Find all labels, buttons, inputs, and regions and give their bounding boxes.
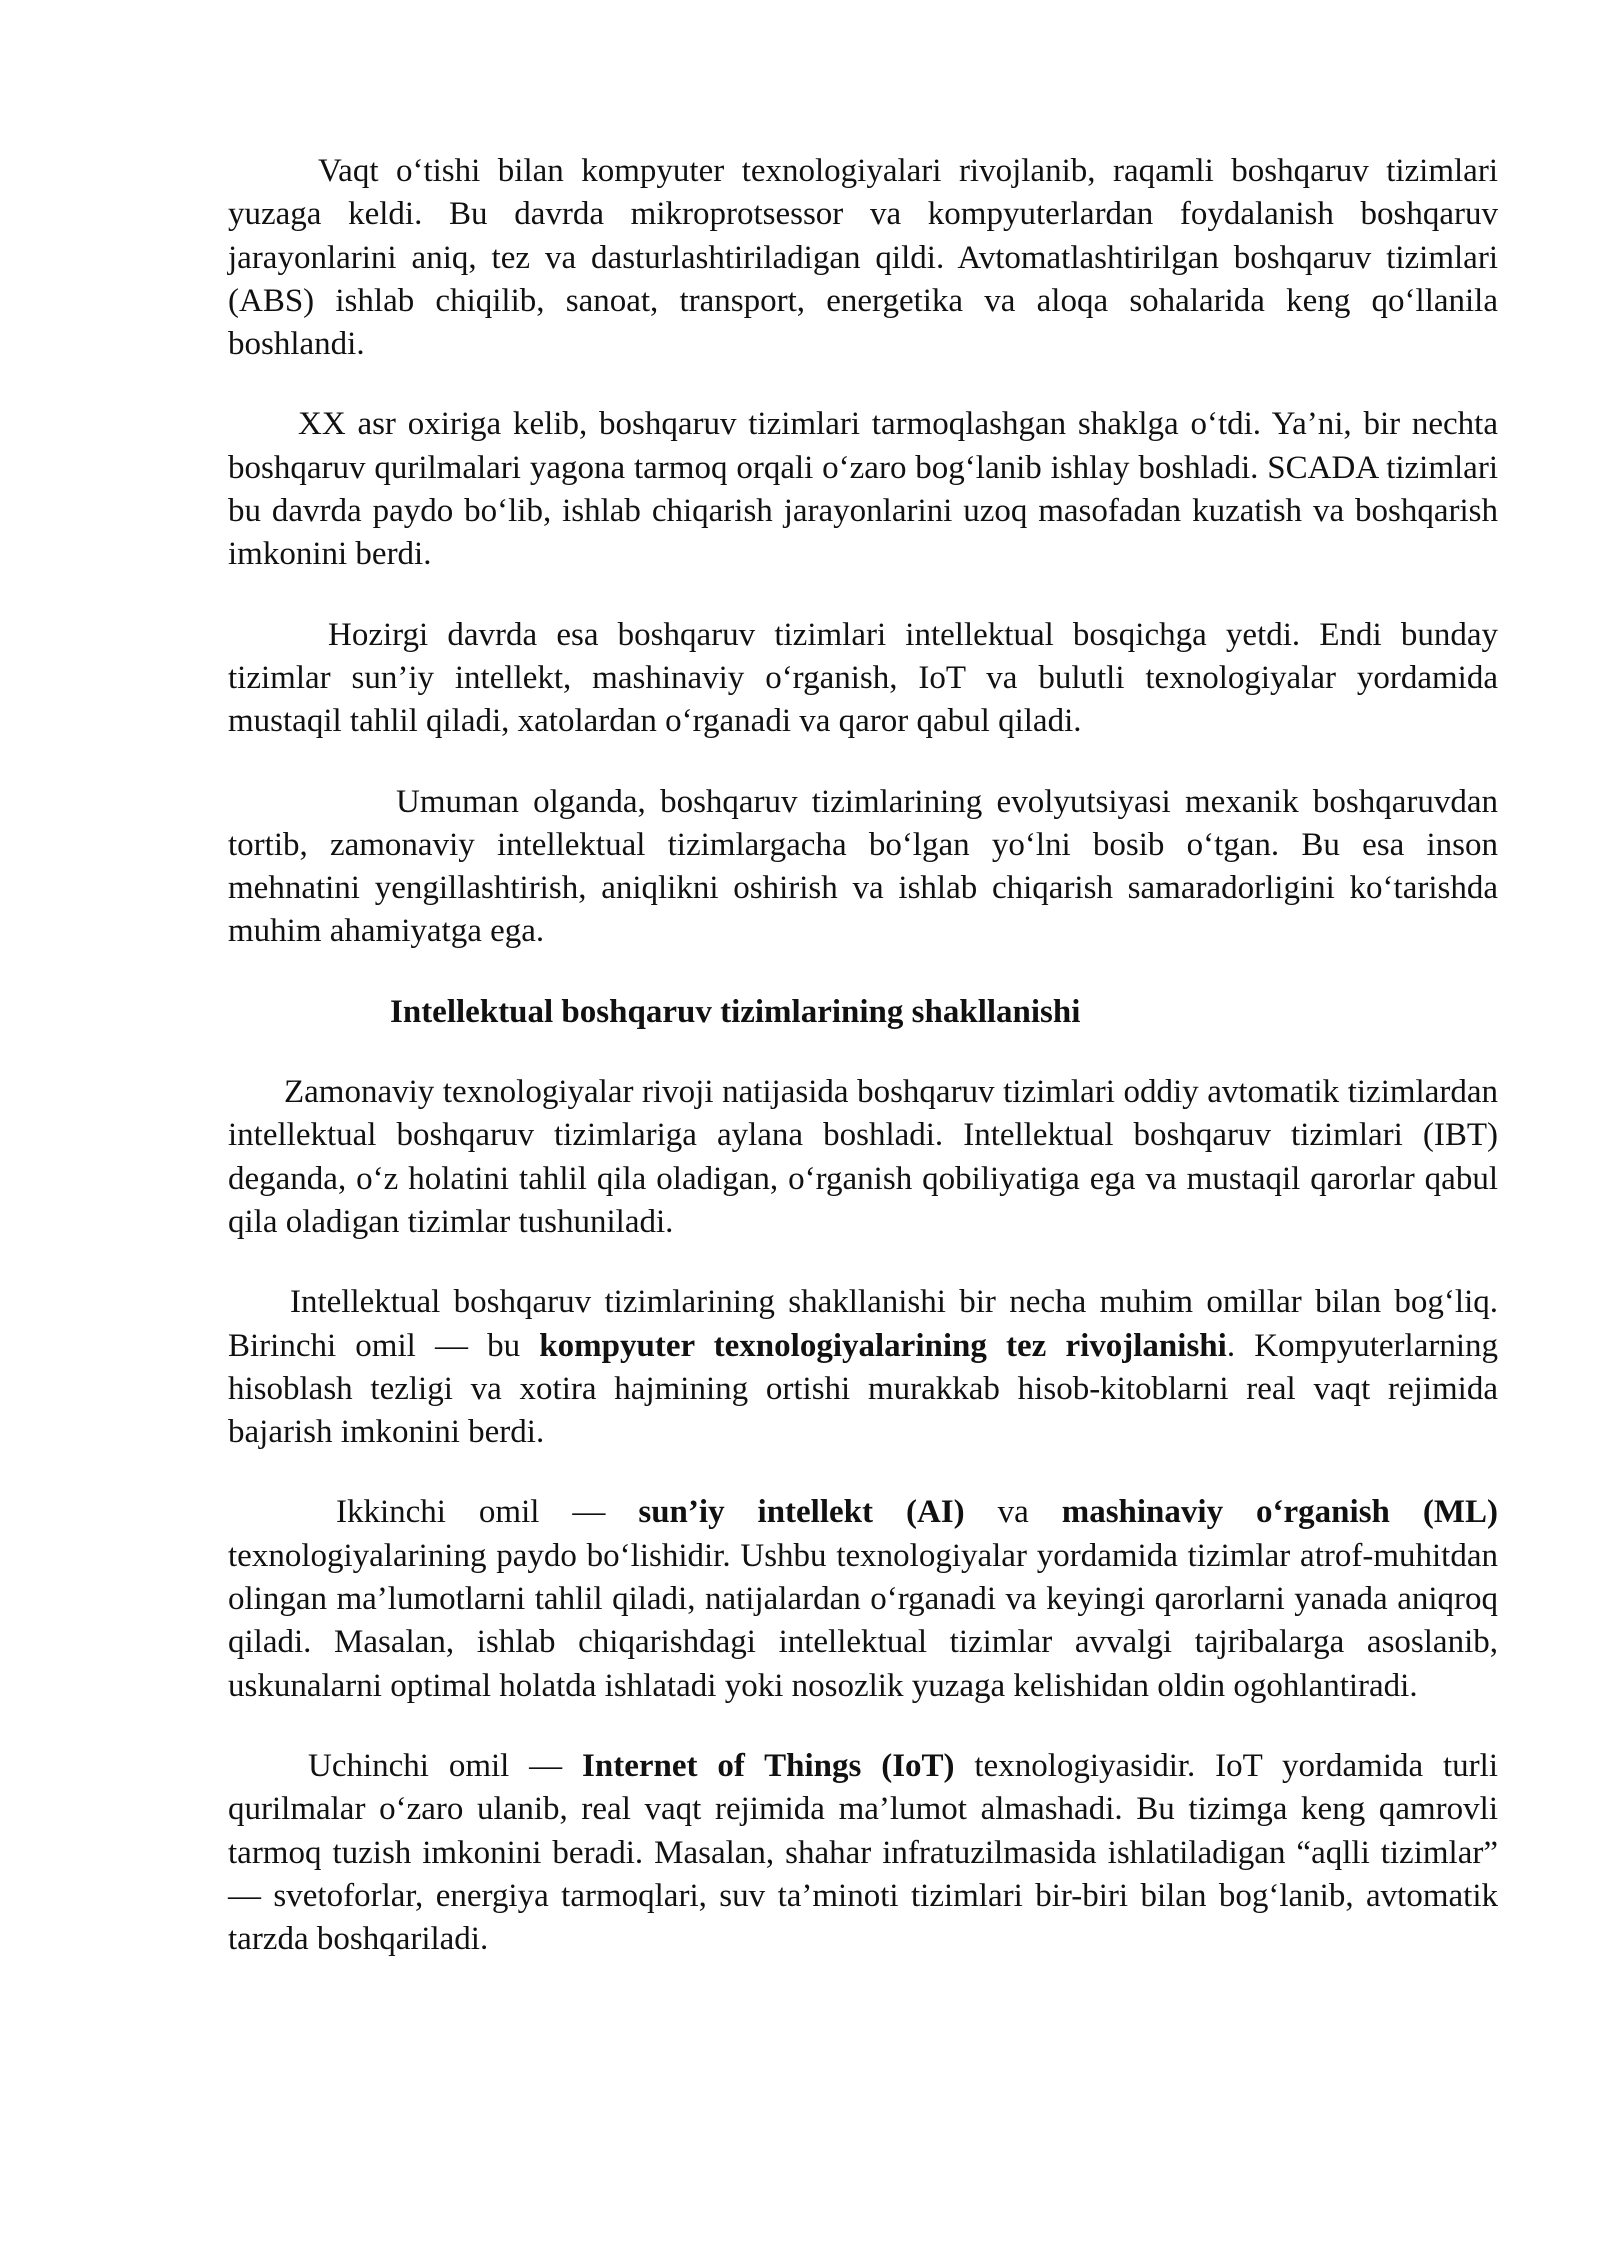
paragraph	[228, 1071, 1498, 1244]
text-run: Hozirgi davrda esa boshqaruv tizimlari intellektual bosqichga yetdi. Endi bunday tizimlar sun’iy intellekt, mashinaviy o‘rganish, IoT va bulutli texnologiyalar yordamida mustaqil tahlil qiladi, xatolardan o‘rganadi va qaror qabul qiladi.	[228, 616, 1498, 740]
document-page	[228, 150, 1498, 1998]
text-run: texnologiyalarining paydo bo‘lishidir. Ushbu texnologiyalar yordamida tizimlar atrof-muhitdan olingan ma’lumotlarni tahlil qiladi, natijalardan o‘rganadi va keyingi qarorlarni yanada aniqroq qiladi. Masalan, ishlab chiqarishdagi intellektual tizimlar avvalgi tajribalarga asoslanib, uskunalarni optimal holatda ishlatadi yoki nosozlik yuzaga kelishidan oldin ogohlantiradi.	[228, 1537, 1498, 1704]
text-run: . Kompyuterlarning hisoblash tezligi va xotira hajmining ortishi murakkab hisob-kitoblarni real vaqt rejimida bajarish imkonini berdi.	[228, 1327, 1498, 1451]
paragraph	[228, 1491, 1498, 1707]
text-run: Ikkinchi omil —	[336, 1494, 639, 1531]
bold-phrase: kompyuter texnologiyalarining tez rivojlanishi	[539, 1327, 1227, 1364]
section-heading: Intellektual boshqaruv tizimlarining shakllanishi	[390, 993, 1081, 1030]
text-run: Vaqt o‘tishi bilan kompyuter texnologiyalari rivojlanib, raqamli boshqaruv tizimlari yuzaga keldi. Bu davrda mikroprotsessor va kompyuterlardan foydalanish boshqaruv jarayonlarini aniq, tez va dasturlashtiriladigan qildi. Avtomatlashtirilgan boshqaruv tizimlari (ABS) ishlab chiqilib, sanoat, transport, energetika va aloqa sohalarida keng qo‘llanila boshlandi.	[228, 153, 1498, 363]
text-run: Umuman olganda, boshqaruv tizimlarining evolyutsiyasi mexanik boshqaruvdan tortib, zamonaviy intellektual tizimlargacha bo‘lgan yo‘lni bosib o‘tgan. Bu esa inson mehnatini yengillashtirish, aniqlikni oshirish va ishlab chiqarish samaradorligini ko‘tarishda muhim ahamiyatga ega.	[228, 783, 1498, 950]
intellectual-section	[228, 1071, 1498, 1961]
intro-section	[228, 150, 1498, 954]
paragraph	[228, 614, 1498, 744]
paragraph	[228, 781, 1498, 954]
paragraph	[228, 1281, 1498, 1454]
bold-phrase: sun’iy intellekt (AI)	[638, 1494, 965, 1531]
text-run: Uchinchi omil —	[308, 1747, 583, 1784]
bold-phrase: Internet of Things (IoT)	[582, 1747, 955, 1784]
text-run: XX asr oxiriga kelib, boshqaruv tizimlari tarmoqlashgan shaklga o‘tdi. Ya’ni, bir nechta boshqaruv qurilmalari yagona tarmoq orqali o‘zaro bog‘lanib ishlay boshladi. SCADA tizimlari bu davrda paydo bo‘lib, ishlab chiqarish jarayonlarini uzoq masofadan kuzatish va boshqarish imkonini berdi.	[228, 406, 1498, 573]
text-run: va	[964, 1494, 1062, 1531]
text-run: Zamonaviy texnologiyalar rivoji natijasida boshqaruv tizimlari oddiy avtomatik tizimlardan intellektual boshqaruv tizimlariga aylana boshladi. Intellektual boshqaruv tizimlari (IBT) deganda, o‘z holatini tahlil qila oladigan, o‘rganish qobiliyatiga ega va mustaqil qarorlar qabul qila oladigan tizimlar tushuniladi.	[228, 1074, 1498, 1240]
paragraph	[228, 150, 1498, 366]
paragraph	[228, 403, 1498, 576]
bold-phrase: mashinaviy o‘rganish (ML)	[1061, 1494, 1498, 1531]
text-run: Intellektual boshqaruv tizimlarining shakllanishi bir necha muhim omillar bilan bog‘liq. Birinchi omil — bu	[228, 1284, 1498, 1364]
text-run: texnologiyasidir. IoT yordamida turli qurilmalar o‘zaro ulanib, real vaqt rejimida ma’lumot almashadi. Bu tizimga keng qamrovli tarmoq tuzish imkonini beradi. Masalan, shahar infratuzilmasida ishlatiladigan “aqlli tizimlar” — svetoforlar, energiya tarmoqlari, suv ta’minoti tizimlari bir-biri bilan bog‘lanib, avtomatik tarzda boshqariladi.	[228, 1747, 1499, 1958]
paragraph	[228, 1745, 1498, 1961]
